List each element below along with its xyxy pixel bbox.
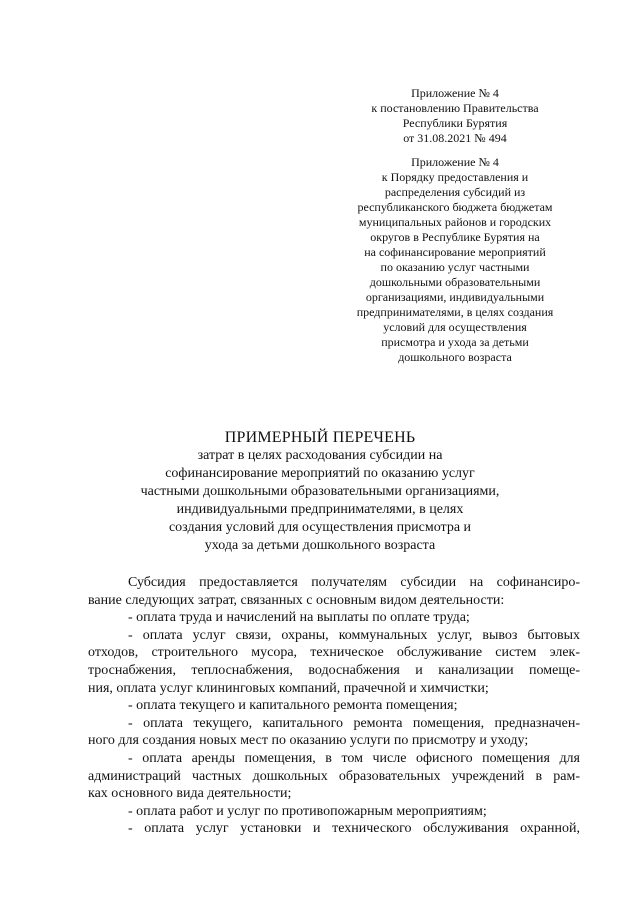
- appendix-line: условий для осуществления: [383, 320, 527, 334]
- body-line: ния, оплата услуг клининговых компаний, прачечной и химчистки;: [88, 680, 489, 696]
- list-item: - оплата услуг связи, охраны, коммунальных услуг, вывоз бытовых: [128, 627, 580, 643]
- appendix-line: организациями, индивидуальными: [365, 290, 545, 304]
- appendix-line: Республики Бурятия: [402, 116, 508, 130]
- body-line: ках основного вида деятельности;: [88, 786, 292, 802]
- appendix-line: дошкольного возраста: [398, 350, 512, 364]
- list-item: - оплата аренды помещения, в том числе офисного помещения для: [128, 750, 580, 766]
- appendix-line: муниципальных районов и городских: [358, 215, 552, 229]
- appendix-line: округов в Республике Бурятия на: [370, 230, 540, 244]
- body-text: [88, 574, 580, 838]
- appendix-line: к постановлению Правительства: [371, 101, 539, 115]
- body-line: троснабжения, теплоснабжения, водоснабжения и канализации помеще-: [88, 662, 580, 678]
- appendix-line: распределения субсидий из: [384, 185, 526, 199]
- body-line: Субсидия предоставляется получателям субсидии на софинансиро-: [128, 575, 580, 590]
- body-line: отходов, строительного мусора, техническое обслуживание систем элек-: [88, 645, 580, 661]
- appendix-line: присмотра и ухода за детьми: [381, 335, 529, 349]
- subtitle-line: затрат в целях расходования субсидии на: [197, 448, 443, 463]
- appendix-line: к Порядку предоставления и: [381, 170, 529, 184]
- appendix-line: дошкольными образовательными: [369, 275, 541, 289]
- appendix-line: на софинансирование мероприятий: [364, 245, 546, 259]
- appendix-line: от 31.08.2021 № 494: [403, 131, 507, 145]
- body-line: администраций частных дошкольных образовательных учреждений в рам-: [88, 768, 580, 784]
- appendix-line: предпринимателями, в целях создания: [356, 305, 554, 319]
- subtitle-line: создания условий для осуществления присмотра и: [168, 520, 472, 535]
- subtitle-line: частными дошкольными образовательными организациями,: [140, 484, 500, 499]
- appendix-line: Приложение № 4: [411, 155, 499, 169]
- appendix-resolution-reference: [330, 86, 580, 146]
- document-heading: [100, 428, 540, 555]
- list-item: - оплата текущего, капитального ремонта помещения, предназначен-: [128, 715, 580, 731]
- list-item: - оплата текущего и капитального ремонта помещения;: [128, 698, 458, 714]
- body-line: ного для создания новых мест по оказанию услуги по присмотру и уходу;: [88, 733, 529, 749]
- body-line: вание следующих затрат, связанных с основным видом деятельности:: [88, 592, 505, 608]
- appendix-line: республиканского бюджета бюджетам: [357, 200, 553, 214]
- list-item: - оплата труда и начислений на выплаты по оплате труда;: [128, 610, 470, 626]
- document-title: ПРИМЕРНЫЙ ПЕРЕЧЕНЬ: [224, 429, 416, 446]
- subtitle-line: индивидуальными предпринимателями, в целях: [176, 502, 464, 517]
- appendix-line: Приложение № 4: [411, 86, 499, 100]
- appendix-line: по оказанию услуг частными: [380, 260, 530, 274]
- list-item: - оплата работ и услуг по противопожарным мероприятиям;: [128, 803, 487, 819]
- list-item: - оплата услуг установки и технического обслуживания охранной,: [128, 821, 580, 837]
- subtitle-line: софинансирование мероприятий по оказанию услуг: [165, 466, 475, 481]
- appendix-order-reference: [330, 155, 580, 365]
- subtitle-line: ухода за детьми дошкольного возраста: [204, 538, 436, 553]
